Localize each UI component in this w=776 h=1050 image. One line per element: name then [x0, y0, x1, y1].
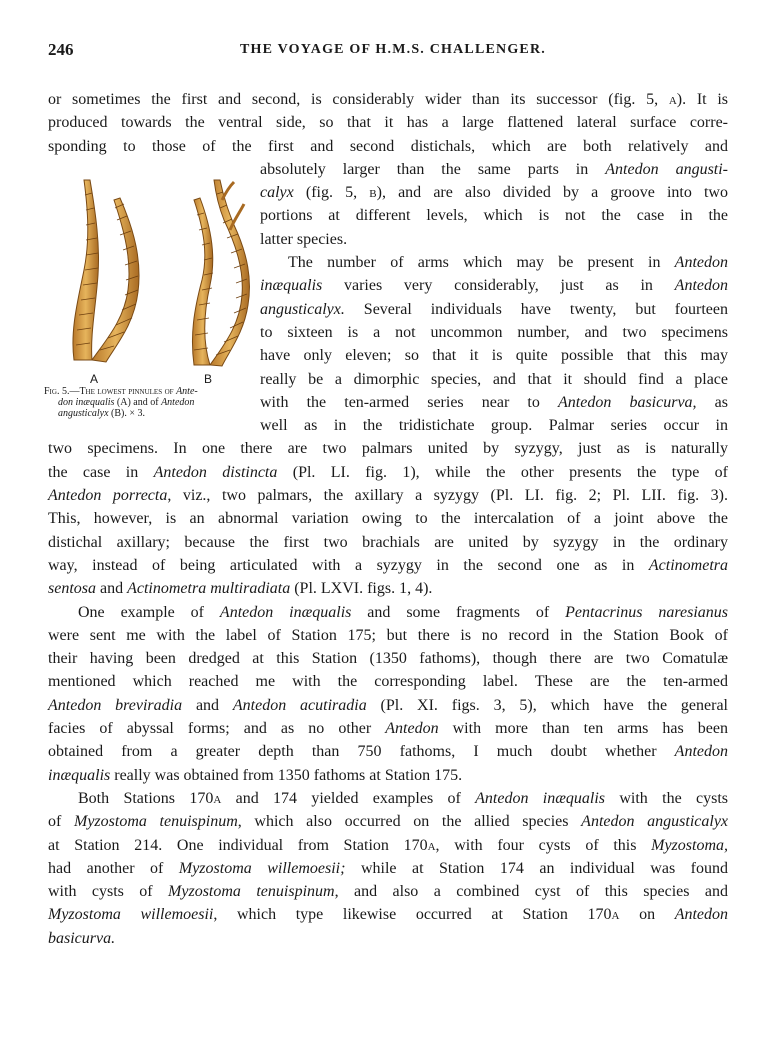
text-line: were sent me with the label of Station 175; but there is no record in the Station Book of	[48, 626, 728, 644]
text-line: have only eleven; so that it is quite possible that this may	[260, 347, 728, 365]
text-line: had another of Myzostoma willemoesii; while at Station 174 an individual was found	[48, 859, 729, 877]
text-line: inæqualis varies very considerably, just as in Antedon	[260, 277, 728, 295]
text-line: their having been dredged at this Station (1350 fathoms), though there are two Comatulæ	[48, 650, 728, 668]
text-line: absolutely larger than the same parts in Antedon angusti-	[260, 160, 729, 178]
text-line: the case in Antedon distincta (Pl. LI. fig. 1), while the other presents the type of	[48, 463, 728, 481]
text-line: One example of Antedon inæqualis and some fragments of Pentacrinus naresianus	[78, 603, 728, 621]
text-line: sentosa and Actinometra multiradiata (Pl. LXVI. figs. 1, 4).	[48, 580, 433, 598]
text-line: Both Stations 170a and 174 yielded examples of Antedon inæqualis with the cysts	[78, 789, 728, 807]
text-line: with cysts of Myzostoma tenuispinum, and also a combined cyst of this species and	[48, 883, 728, 901]
text-line: latter species.	[260, 230, 348, 248]
text-line: of Myzostoma tenuispinum, which also occurred on the allied species Antedon angusticalyx	[48, 813, 729, 831]
page-number: 246	[48, 40, 74, 59]
text-line: at Station 214. One individual from Station 170a, with four cysts of this Myzostoma,	[48, 836, 729, 854]
text-line: This, however, is an abnormal variation owing to the intercalation of a joint above the	[48, 510, 728, 528]
text-line: to sixteen is a not uncommon number, and two specimens	[260, 323, 728, 341]
text-line: sponding to those of the first and second distichals, which are both relatively and	[48, 137, 728, 155]
text-line: Antedon porrecta, viz., two palmars, the axillary a syzygy (Pl. LI. fig. 2; Pl. LII. fig. 3).	[48, 487, 729, 505]
figure-label-b: B	[204, 372, 213, 386]
text-line: angusticalyx. Several individuals have twenty, but fourteen	[260, 300, 728, 318]
page-header	[48, 40, 738, 60]
text-line: obtained from a greater depth than 750 fathoms, I much doubt whether Antedon	[48, 743, 728, 761]
text-line: Antedon breviradia and Antedon acutiradia (Pl. XI. figs. 3, 5), which have the general	[48, 696, 729, 714]
text-line: distichal axillary; because the first two brachials are united by syzygy in the ordinary	[48, 533, 728, 551]
text-line: two specimens. In one there are two palmars united by syzygy, just as is naturally	[48, 440, 728, 458]
text-line: way, instead of being articulated with a syzygy in the second one as in Actinometra	[48, 556, 728, 574]
text-line: with the ten-armed series near to Antedon basicurva, as	[260, 393, 728, 411]
text-line: Myzostoma willemoesii, which type likewise occurred at Station 170a on Antedon	[48, 906, 729, 924]
text-line: facies of abyssal forms; and as no other Antedon with more than ten arms has been	[48, 720, 729, 738]
figure-label-a: A	[90, 372, 99, 386]
text-line: The number of arms which may be present in Antedon	[288, 254, 728, 272]
text-line: inæqualis really was obtained from 1350 fathoms at Station 175.	[48, 766, 463, 784]
running-head: THE VOYAGE OF H.M.S. CHALLENGER.	[240, 42, 546, 57]
text-line: or sometimes the first and second, is considerably wider than its successor (fig. 5, a). It is	[48, 91, 729, 108]
text-line: well as in the tridistichate group. Palmar series occur in	[260, 417, 728, 435]
text-line: portions at different levels, which is not the case in the	[260, 207, 728, 225]
figure-caption: Fig. 5.—The lowest pinnules of Ante- don inæqualis (A) and of Antedon angusticalyx (B). × 3.	[44, 386, 198, 419]
text-line: calyx (fig. 5, b), and are also divided by a groove into two	[260, 184, 728, 202]
body-text	[48, 88, 728, 950]
text-line: really be a dimorphic species, and that it should find a place	[260, 370, 728, 388]
text-line: mentioned which reached me with the corresponding label. These are the ten-armed	[48, 673, 728, 691]
text-line: produced towards the ventral side, so that it has a large flattened lateral surface corre-	[48, 114, 728, 132]
text-line: basicurva.	[48, 929, 116, 947]
